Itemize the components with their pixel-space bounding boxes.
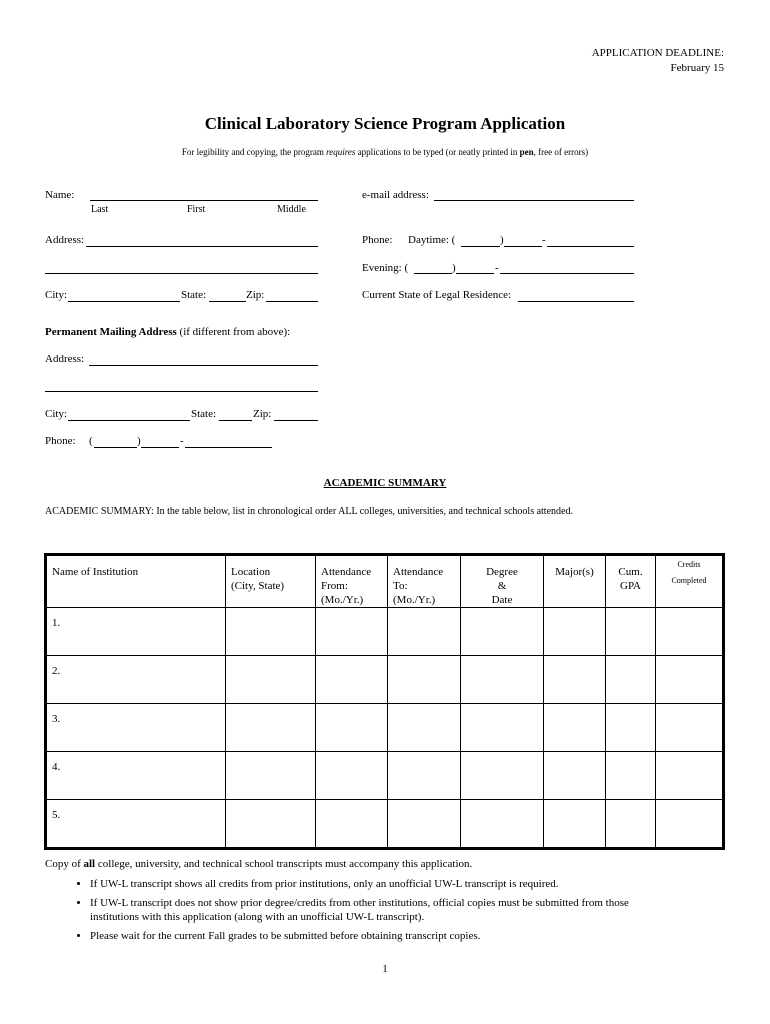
col-header-location: Location (City, State) xyxy=(226,555,316,608)
table-row xyxy=(46,704,724,752)
list-item: • Please wait for the current Fall grades to be submitted before obtaining transcript copies. xyxy=(90,929,670,943)
transcript-requirements-list xyxy=(44,877,670,948)
daytime-paren-close: ) xyxy=(500,234,504,246)
degree-cell[interactable] xyxy=(461,752,544,800)
location-cell[interactable] xyxy=(226,800,316,849)
mailing-state-label: State: xyxy=(191,408,217,420)
col-header-majors: Major(s) xyxy=(544,555,606,608)
daytime-number-field[interactable] xyxy=(547,246,634,247)
major-cell[interactable] xyxy=(544,608,606,656)
mailing-city-label: City: xyxy=(45,408,68,420)
major-cell[interactable] xyxy=(544,752,606,800)
residence-label: Current State of Legal Residence: xyxy=(362,289,512,301)
col-header-degree: Degree & Date xyxy=(461,555,544,608)
location-cell[interactable] xyxy=(226,656,316,704)
mailing-phone-area-code-field[interactable] xyxy=(94,447,137,448)
to-cell[interactable] xyxy=(388,800,461,849)
col-header-attendance-to: Attendance To: (Mo./Yr.) xyxy=(388,555,461,608)
from-cell[interactable] xyxy=(316,752,388,800)
instructions: For legibility and copying, the program requires applications to be typed (or neatly printed in pen, free of errors) xyxy=(181,147,589,157)
daytime-dash: - xyxy=(542,234,546,246)
page-number: 1 xyxy=(382,963,388,975)
row-number-cell[interactable]: 3. xyxy=(46,704,226,752)
mailing-phone-paren-open: ( xyxy=(89,435,93,447)
degree-cell[interactable] xyxy=(461,656,544,704)
phone-label: Phone: xyxy=(362,234,393,246)
address-field-line1[interactable] xyxy=(86,246,318,247)
from-cell[interactable] xyxy=(316,704,388,752)
state-label: State: xyxy=(181,289,207,301)
evening-area-code-field[interactable] xyxy=(414,273,452,274)
zip-label: Zip: xyxy=(246,289,265,301)
from-cell[interactable] xyxy=(316,800,388,849)
credits-cell[interactable] xyxy=(656,752,724,800)
col-header-gpa: Cum. GPA xyxy=(606,555,656,608)
mailing-zip-label: Zip: xyxy=(253,408,272,420)
mailing-phone-label: Phone: xyxy=(45,435,76,447)
from-cell[interactable] xyxy=(316,656,388,704)
mailing-zip-field[interactable] xyxy=(274,420,318,421)
mailing-phone-paren-close: ) xyxy=(137,435,141,447)
academic-summary-heading: ACADEMIC SUMMARY xyxy=(323,477,447,489)
to-cell[interactable] xyxy=(388,608,461,656)
deadline-block xyxy=(592,46,724,76)
location-cell[interactable] xyxy=(226,704,316,752)
table-row xyxy=(46,800,724,849)
credits-cell[interactable] xyxy=(656,608,724,656)
to-cell[interactable] xyxy=(388,752,461,800)
gpa-cell[interactable] xyxy=(606,800,656,849)
to-cell[interactable] xyxy=(388,704,461,752)
col-header-institution: Name of Institution xyxy=(46,555,226,608)
city-label: City: xyxy=(45,289,68,301)
to-cell[interactable] xyxy=(388,656,461,704)
transcripts-note: Copy of all college, university, and technical school transcripts must accompany this application. xyxy=(45,858,473,870)
mailing-address-field-line2[interactable] xyxy=(45,391,318,392)
table-row xyxy=(46,752,724,800)
mailing-phone-number-field[interactable] xyxy=(185,447,272,448)
deadline-date: February 15 xyxy=(670,62,724,74)
residence-field[interactable] xyxy=(518,301,634,302)
zip-field[interactable] xyxy=(266,301,318,302)
mailing-address-field-line1[interactable] xyxy=(89,365,318,366)
credits-cell[interactable] xyxy=(656,656,724,704)
gpa-cell[interactable] xyxy=(606,656,656,704)
evening-label: Evening: ( xyxy=(362,262,409,274)
table-row xyxy=(46,656,724,704)
major-cell[interactable] xyxy=(544,800,606,849)
email-label: e-mail address: xyxy=(362,189,429,201)
mailing-city-field[interactable] xyxy=(68,420,190,421)
name-last-caption: Last xyxy=(91,204,109,215)
mailing-heading: Permanent Mailing Address (if different from above): xyxy=(45,326,291,338)
academic-summary-table xyxy=(44,553,725,850)
daytime-label: Daytime: ( xyxy=(408,234,456,246)
degree-cell[interactable] xyxy=(461,608,544,656)
row-number-cell[interactable]: 1. xyxy=(46,608,226,656)
degree-cell[interactable] xyxy=(461,800,544,849)
daytime-prefix-field[interactable] xyxy=(504,246,542,247)
name-first-caption: First xyxy=(187,204,206,215)
gpa-cell[interactable] xyxy=(606,704,656,752)
table-row xyxy=(46,608,724,656)
deadline-label: APPLICATION DEADLINE: xyxy=(591,47,724,59)
credits-cell[interactable] xyxy=(656,704,724,752)
list-item: • If UW-L transcript does not show prior degree/credits from other institutions, official copies must be submitted from those institutions with this application (along with an unofficial UW-L transcript). xyxy=(90,896,670,924)
row-number-cell[interactable]: 5. xyxy=(46,800,226,849)
row-number-cell[interactable]: 4. xyxy=(46,752,226,800)
gpa-cell[interactable] xyxy=(606,752,656,800)
credits-cell[interactable] xyxy=(656,800,724,849)
major-cell[interactable] xyxy=(544,656,606,704)
daytime-area-code-field[interactable] xyxy=(461,246,500,247)
evening-number-field[interactable] xyxy=(500,273,634,274)
col-header-credits: Credits Completed xyxy=(656,555,724,608)
mailing-phone-prefix-field[interactable] xyxy=(141,447,179,448)
academic-summary-intro: ACADEMIC SUMMARY: In the table below, list in chronological order ALL colleges, universities, and technical schools attended. xyxy=(45,506,573,517)
city-field[interactable] xyxy=(68,301,180,302)
name-label: Name: xyxy=(45,189,75,201)
state-field[interactable] xyxy=(209,301,246,302)
location-cell[interactable] xyxy=(226,752,316,800)
evening-paren-close: ) xyxy=(452,262,456,274)
degree-cell[interactable] xyxy=(461,704,544,752)
page-title: Clinical Laboratory Science Program Application xyxy=(204,114,566,133)
table-header-row xyxy=(46,555,724,608)
col-header-attendance-from: Attendance From: (Mo./Yr.) xyxy=(316,555,388,608)
email-field[interactable] xyxy=(434,200,634,201)
location-cell[interactable] xyxy=(226,608,316,656)
mailing-state-field[interactable] xyxy=(219,420,252,421)
gpa-cell[interactable] xyxy=(606,608,656,656)
evening-prefix-field[interactable] xyxy=(456,273,494,274)
name-field[interactable] xyxy=(90,200,318,201)
list-item: • If UW-L transcript shows all credits from prior institutions, only an unofficial UW-L transcript is required. xyxy=(90,877,670,891)
mailing-phone-dash: - xyxy=(180,435,184,447)
name-middle-caption: Middle xyxy=(277,204,306,215)
from-cell[interactable] xyxy=(316,608,388,656)
mailing-address-label: Address: xyxy=(45,353,85,365)
address-field-line2[interactable] xyxy=(45,273,318,274)
major-cell[interactable] xyxy=(544,704,606,752)
evening-dash: - xyxy=(495,262,499,274)
address-label: Address: xyxy=(45,234,85,246)
row-number-cell[interactable]: 2. xyxy=(46,656,226,704)
